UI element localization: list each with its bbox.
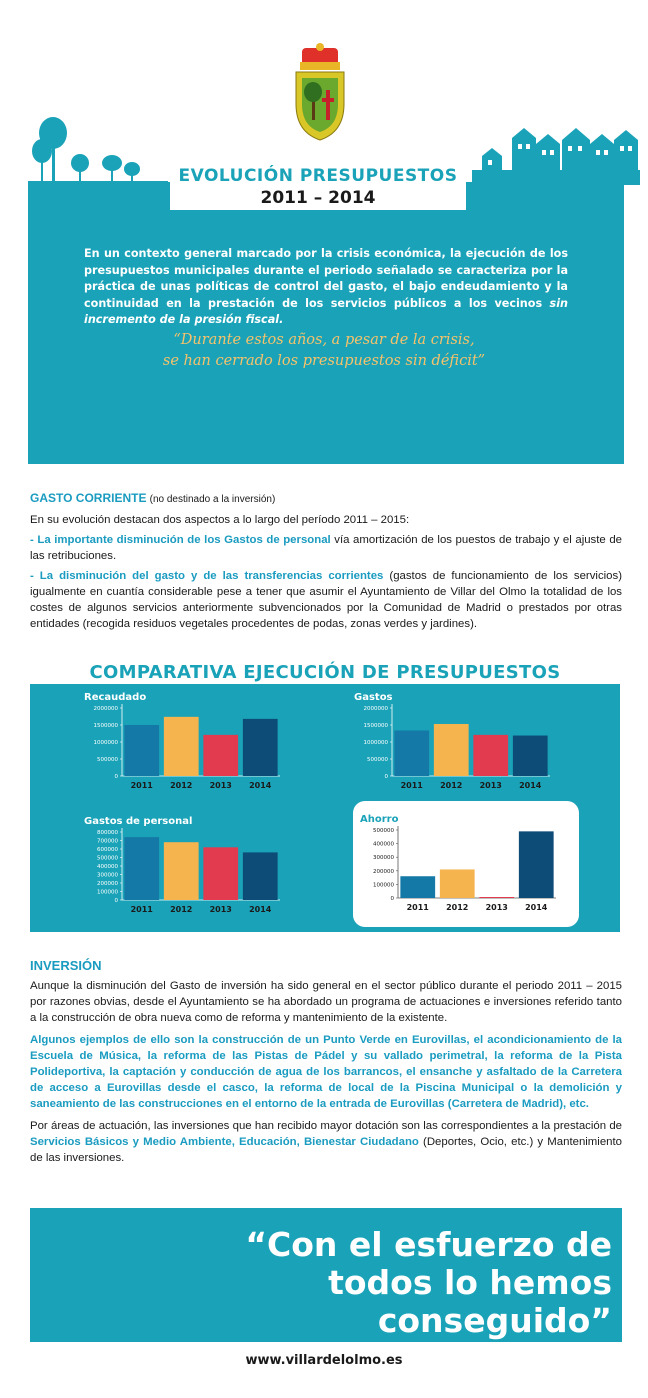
y-tick-label: 0 <box>114 774 118 780</box>
bar-2011 <box>124 725 159 776</box>
y-tick-label: 1500000 <box>363 723 388 729</box>
y-tick-label: 0 <box>390 896 394 902</box>
y-tick-label: 300000 <box>373 855 394 862</box>
x-tick-label: 2013 <box>485 903 508 912</box>
gasto-corriente-section <box>30 490 622 636</box>
gasto-corriente-intro: En su evolución destacan dos aspectos a lo largo del período 2011 – 2015: <box>30 514 410 526</box>
gasto-corriente-item2 <box>30 568 622 632</box>
y-tick-label: 1000000 <box>93 740 118 746</box>
x-tick-label: 2011 <box>400 781 423 790</box>
x-tick-label: 2012 <box>170 781 193 790</box>
bar-2013 <box>473 735 508 776</box>
x-tick-label: 2014 <box>525 903 548 912</box>
bar-2011 <box>400 876 435 898</box>
y-tick-label: 400000 <box>373 841 394 848</box>
p3-highlight: Servicios Básicos y Medio Ambiente, Educación, Bienestar Ciudadano <box>30 1136 419 1148</box>
y-tick-label: 800000 <box>97 830 118 836</box>
page-title: EVOLUCIÓN PRESUPUESTOS <box>178 166 458 186</box>
gasto-corriente-item1 <box>30 532 622 564</box>
y-tick-label: 100000 <box>373 882 394 889</box>
closing-quote-line1: “Con el esfuerzo de <box>245 1225 612 1264</box>
bar-2014 <box>519 831 554 898</box>
chart-title: Ahorro <box>360 814 399 825</box>
website-link[interactable]: www.villardelolmo.es <box>245 1353 403 1368</box>
gasto-corriente-heading: GASTO CORRIENTE <box>30 491 147 505</box>
x-tick-label: 2013 <box>209 905 232 914</box>
gasto-corriente-note: (no destinado a la inversión) <box>149 494 276 505</box>
bar-2012 <box>434 724 469 776</box>
item2-text: (gastos de funcionamiento de los servicios) igualmente en cuantía considerable pese a tener que asumir el Ayuntamiento de Villar del Olmo la totalidad de los costes de algunos servicios anteriormente subvencionados por la Comunidad de Madrid o prestados por otras entidades (recogida residuos vegetales procedentes de podas, zonas verdes y jardines). <box>30 570 622 630</box>
y-tick-label: 2000000 <box>93 706 118 712</box>
bar-2012 <box>440 869 475 898</box>
p3-end: (Deportes, Ocio, etc.) y Mantenimiento de las inversiones. <box>30 1136 622 1164</box>
page-title-years: 2011 – 2014 <box>260 188 376 208</box>
intro-quote-line1: “Durante estos años, a pesar de la crisis, <box>173 332 475 348</box>
item2-highlight: - La disminución del gasto y de las transferencias corrientes <box>30 570 384 582</box>
bar-2011 <box>394 730 429 776</box>
x-tick-label: 2012 <box>446 903 469 912</box>
p3-start: Por áreas de actuación, las inversiones que han recibido mayor dotación son las correspondientes a la prestación de <box>30 1120 622 1132</box>
inversion-p1: Aunque la disminución del Gasto de inversión ha sido general en el sector público durante el periodo 2011 – 2015 por razones obvias, desde el Ayuntamiento se ha abordado un programa de actuaciones e inversiones referido tanto a la construcción de obra nueva como de reforma y mantenimiento de la existente. <box>30 980 622 1024</box>
x-tick-label: 2013 <box>479 781 502 790</box>
x-tick-label: 2012 <box>170 905 193 914</box>
bar-2014 <box>243 852 278 900</box>
header <box>0 0 648 470</box>
x-tick-label: 2014 <box>249 781 272 790</box>
y-tick-label: 500000 <box>97 855 118 862</box>
x-tick-label: 2014 <box>249 905 272 914</box>
y-tick-label: 1500000 <box>93 723 118 729</box>
x-tick-label: 2011 <box>130 781 153 790</box>
closing-quote <box>200 1226 612 1340</box>
bar-2013 <box>203 847 238 900</box>
bar-2012 <box>164 842 199 900</box>
intro-quote <box>140 330 508 372</box>
x-tick-label: 2014 <box>519 781 542 790</box>
y-tick-label: 0 <box>384 774 388 780</box>
bar-2013 <box>479 897 514 898</box>
y-tick-label: 2000000 <box>363 706 388 712</box>
y-tick-label: 600000 <box>97 847 118 853</box>
bar-2011 <box>124 837 159 900</box>
comparativa-title: COMPARATIVA EJECUCIÓN DE PRESUPUESTOS <box>89 662 561 683</box>
chart-title: Gastos <box>354 692 393 703</box>
bar-2013 <box>203 735 238 776</box>
y-tick-label: 300000 <box>97 872 118 879</box>
y-tick-label: 500000 <box>367 757 388 763</box>
intro-emphasis: sin incremento de la presión fiscal. <box>84 296 568 326</box>
inversion-p3 <box>30 1118 622 1166</box>
chart-ahorro <box>356 810 566 920</box>
item1-text: vía amortización de los puestos de trabajo y el ajuste de las retribuciones. <box>30 534 622 562</box>
chart-gastos-personal <box>80 812 290 920</box>
closing-quote-line2: todos lo hemos <box>328 1263 612 1302</box>
inversion-p2: Algunos ejemplos de ello son la construcción de un Punto Verde en Eurovillas, el acondicionamiento de la Escuela de Música, la reforma de las Pistas de Pádel y su vallado perimetral, la reforma de la Pista Polideportiva, la captación y conducción de agua de los barrancos, el ensanche y asfaltado de la Carretera de acceso a Eurovillas desde el casco, la reforma de local de la Piscina Municipal o la demolición y saneamiento de las construcciones en el entorno de la entrada de Eurovillas (Carretera de Madrid), etc. <box>30 1034 622 1110</box>
coat-of-arms-icon <box>288 42 352 142</box>
inversion-section <box>30 958 622 1172</box>
y-tick-label: 400000 <box>97 864 118 870</box>
x-tick-label: 2011 <box>130 905 153 914</box>
x-tick-label: 2011 <box>406 903 429 912</box>
bar-2014 <box>243 719 278 776</box>
intro-text <box>84 246 568 329</box>
closing-quote-line3: conseguido” <box>377 1301 612 1340</box>
item1-highlight: - La importante disminución de los Gastos de personal <box>30 534 331 546</box>
y-tick-label: 700000 <box>97 838 118 845</box>
bar-2012 <box>164 717 199 776</box>
intro-quote-line2: se han cerrado los presupuestos sin déficit” <box>162 353 486 369</box>
chart-recaudado <box>80 688 290 796</box>
y-tick-label: 200000 <box>97 881 118 887</box>
y-tick-label: 500000 <box>373 828 394 834</box>
trees-illustration-icon <box>28 105 168 185</box>
chart-title: Gastos de personal <box>84 816 193 827</box>
x-tick-label: 2012 <box>440 781 463 790</box>
intro-main: En un contexto general marcado por la crisis económica, la ejecución de los presupuestos municipales durante el periodo señalado se caracteriza por la práctica de unas políticas de control del gasto, el bajo endeudamiento y la continuidad en la prestación de los servicios públicos a los vecinos <box>84 247 568 310</box>
chart-gastos <box>350 688 560 796</box>
y-tick-label: 0 <box>114 898 118 904</box>
y-tick-label: 100000 <box>97 889 118 896</box>
inversion-heading: INVERSIÓN <box>30 958 102 973</box>
y-tick-label: 200000 <box>373 868 394 875</box>
chart-title: Recaudado <box>84 692 147 703</box>
bar-2014 <box>513 736 548 776</box>
x-tick-label: 2013 <box>209 781 232 790</box>
y-tick-label: 1000000 <box>363 740 388 746</box>
houses-illustration-icon <box>472 110 640 185</box>
y-tick-label: 500000 <box>97 757 118 763</box>
